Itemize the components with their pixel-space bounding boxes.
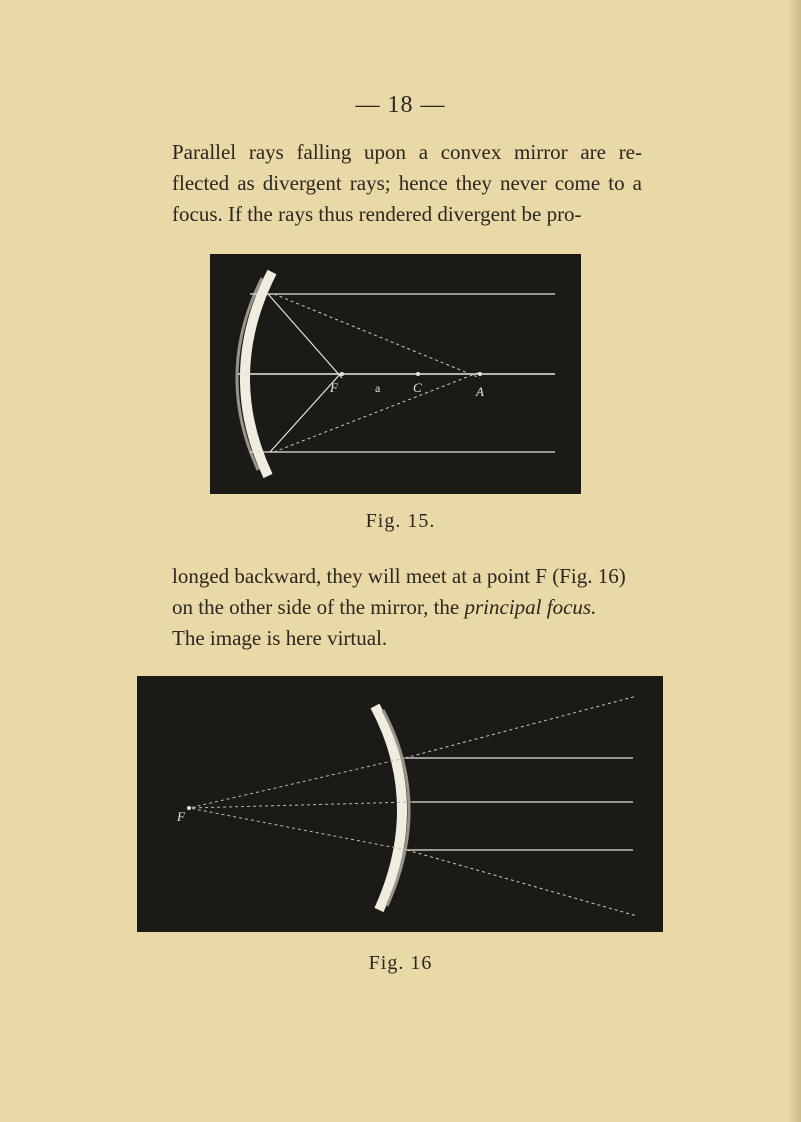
principal-focus-term: principal focus.	[464, 595, 597, 619]
figure-15-caption: Fig. 15.	[365, 510, 436, 532]
paragraph-convex-mirror	[172, 137, 642, 230]
reflected-ray-top	[405, 696, 637, 758]
label-c: C	[413, 380, 422, 395]
point-f	[340, 372, 344, 376]
paragraph-line: focus. If the rays thus rendered divergent be pro-	[172, 202, 582, 226]
paragraph-line: The image is here virtual.	[172, 626, 388, 650]
page-number: — 18 —	[355, 92, 446, 118]
paragraph-line: longed backward, they will meet at a point F (Fig. 16)	[172, 564, 626, 588]
reflected-ray-top	[268, 294, 342, 378]
point-f	[187, 806, 191, 810]
paragraph-line: flected as divergent rays; hence they never come to a	[172, 171, 642, 195]
reflected-ray-bottom	[407, 850, 637, 916]
label-a: A	[476, 384, 484, 399]
label-a-small: a	[375, 381, 381, 395]
figure-16-svg	[137, 676, 663, 932]
figure-16-caption: Fig. 16	[368, 952, 433, 974]
label-f: F	[330, 380, 338, 395]
virtual-ray-top	[189, 758, 405, 808]
paragraph-principal-focus	[172, 561, 672, 654]
virtual-ray-middle	[189, 802, 412, 808]
figure-16-convex-mirror-diagram	[137, 676, 663, 932]
point-a	[478, 372, 482, 376]
figure-15-convex-mirror-diagram	[210, 254, 581, 494]
paragraph-line-prefix: on the other side of the mirror, the	[172, 595, 465, 619]
figure-15-svg	[210, 254, 581, 494]
paragraph-line	[172, 592, 672, 623]
point-c	[416, 372, 420, 376]
paragraph-line: Parallel rays falling upon a convex mirror are re-	[172, 140, 642, 164]
label-f: F	[177, 809, 185, 824]
virtual-ray-bottom	[189, 808, 407, 850]
